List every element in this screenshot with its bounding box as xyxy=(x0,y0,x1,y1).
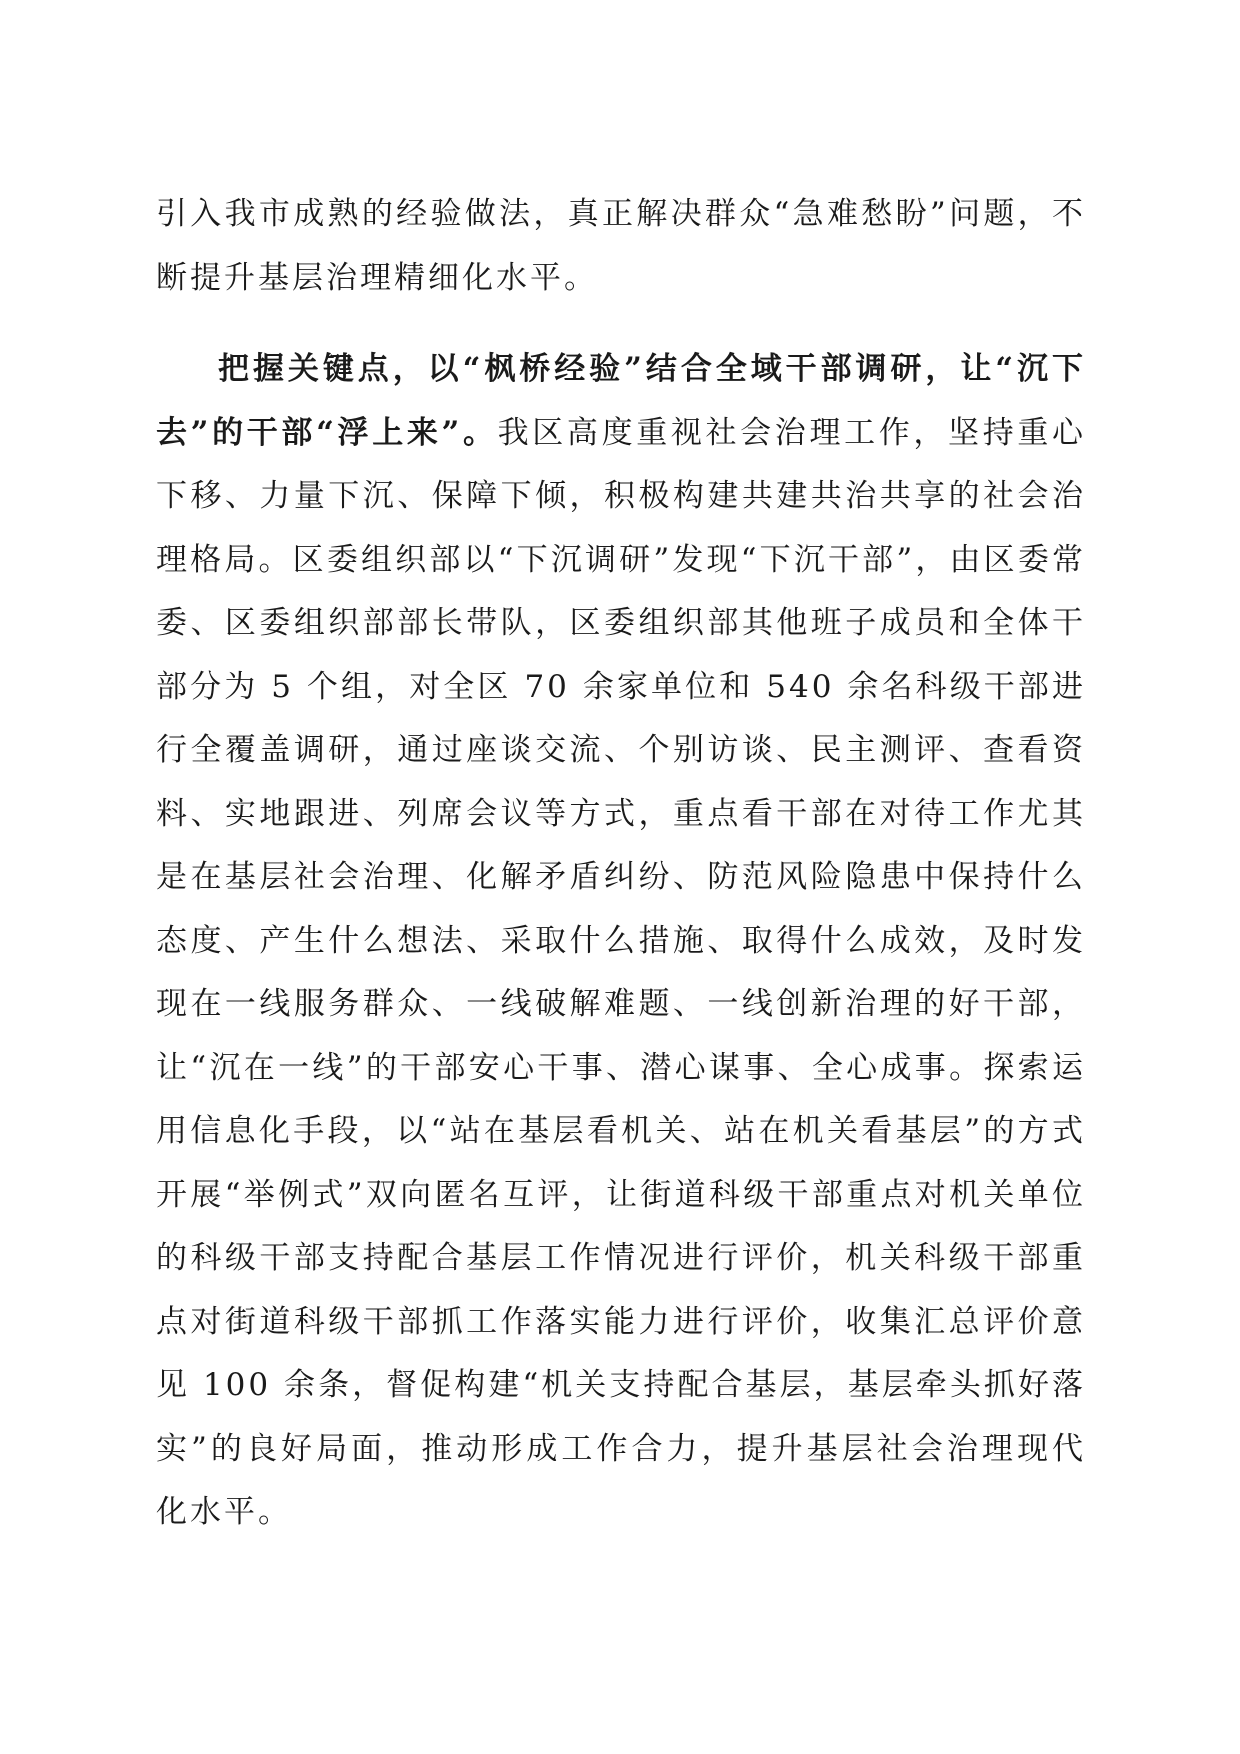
continuation-paragraph-text: 引入我市成熟的经验做法，真正解决群众“急难愁盼”问题，不断提升基层治理精细化水平。 xyxy=(156,196,1086,296)
paragraph-2 xyxy=(156,338,1086,1545)
continuation-paragraph xyxy=(156,183,1086,310)
paragraph-2-body-text: 我区高度重视社会治理工作，坚持重心下移、力量下沉、保障下倾，积极构建共建共治共享的社会治理格局。区委组织部以“下沉调研”发现“下沉干部”，由区委常委、区委组织部部长带队，区委组织部其他班子成员和全体干部分为 5 个组，对全区 70 余家单位和 540 余名科级干部进行全覆盖调研，通过座谈交流、个别访谈、民主测评、查看资料、实地跟进、列席会议等方式，重点看干部在对待工作尤其是在基层社会治理、化解矛盾纠纷、防范风险隐患中保持什么态度、产生什么想法、采取什么措施、取得什么成效，及时发现在一线服务群众、一线破解难题、一线创新治理的好干部，让“沉在一线”的干部安心干事、潜心谋事、全心成事。探索运用信息化手段，以“站在基层看机关、站在机关看基层”的方式开展“举例式”双向匿名互评，让街道科级干部重点对机关单位的科级干部支持配合基层工作情况进行评价，机关科级干部重点对街道科级干部抓工作落实能力进行评价，收集汇总评价意见 100 余条，督促构建“机关支持配合基层，基层牵头抓好落实”的良好局面，推动形成工作合力，提升基层社会治理现代化水平。 xyxy=(156,414,1086,1530)
paragraph-2-lead-sentence: 把握关键点，以“枫桥经验”结合全域干部调研，让“沉下去”的干部“浮上来”。 xyxy=(156,351,1086,451)
